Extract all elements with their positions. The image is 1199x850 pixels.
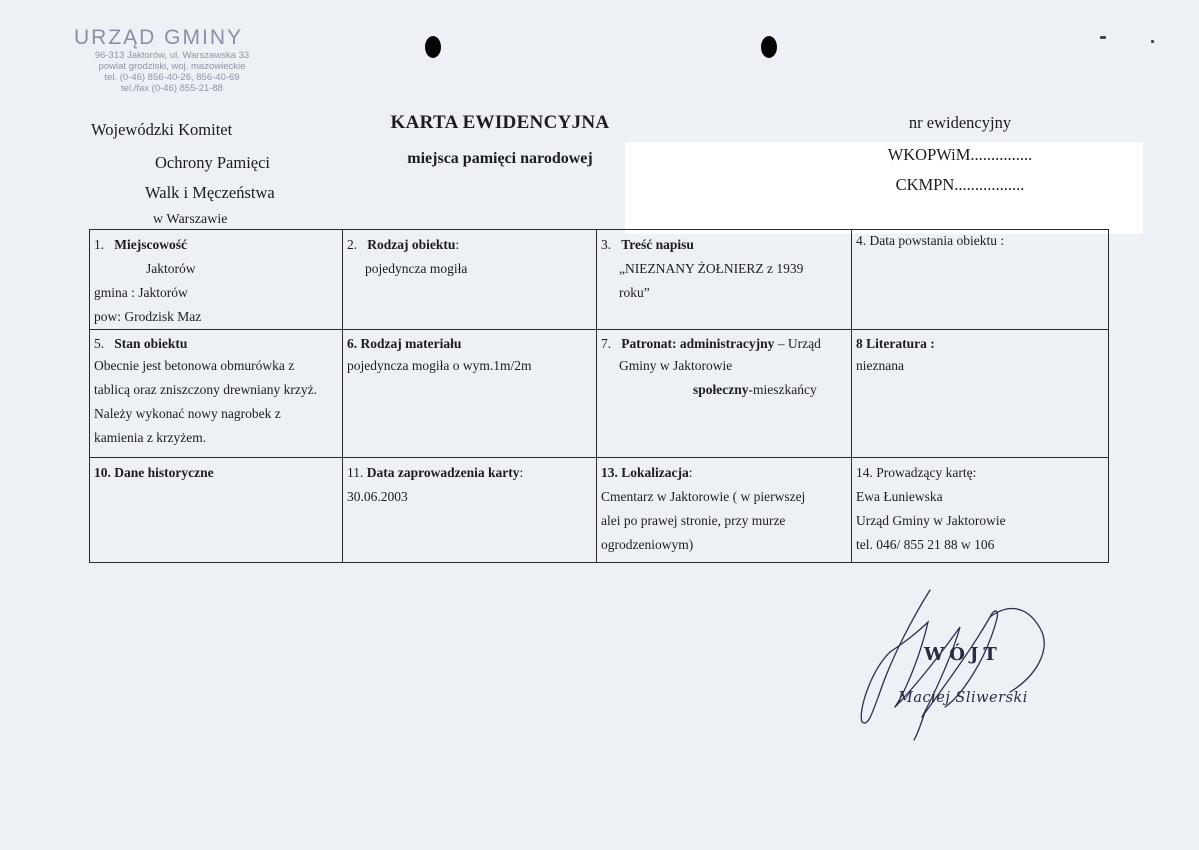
registry-wkopwim: WKOPWiM............... (887, 145, 1033, 164)
stamp-region: powiat grodziski, woj. mazowieckie (98, 61, 246, 72)
scan-speck (1151, 40, 1154, 43)
office-stamp (72, 26, 272, 94)
cell-label: 8 Literatura : (856, 336, 935, 351)
cell-creation-date (852, 226, 1108, 253)
cell-label: Rodzaj obiektu (367, 237, 456, 252)
stamp-fax: tel./fax (0-46) 855-21-88 (121, 83, 223, 94)
cell-card-keeper: 14. Prowadzący kartę: Ewa Łuniewska Urząd Gminy w Jaktorowie tel. 046/ 855 21 88 w 106 (852, 458, 1108, 557)
committee-line-3: Walk i Męczeństwa (145, 183, 275, 202)
cell-label: Miejscowość (114, 237, 187, 252)
cell-literature: 8 Literatura : nieznana (852, 331, 1108, 378)
cell-label: Data zaprowadzenia karty (366, 465, 520, 480)
cell-label: Patronat: administracyjny (621, 336, 775, 351)
cell-label: 4. Data powstania obiektu : (856, 233, 1005, 248)
punch-hole-right (761, 36, 777, 58)
cell-label: 10. Dane historyczne (94, 465, 214, 480)
cell-label: 14. Prowadzący kartę: (856, 465, 977, 480)
cell-label: 13. Lokalizacja (601, 465, 689, 480)
record-table (89, 229, 1109, 563)
cell-label: 6. Rodzaj materiału (347, 336, 462, 351)
committee-line-1: Wojewódzki Komitet (91, 120, 233, 139)
punch-hole-left (425, 36, 441, 58)
registry-ckmpn: CKMPN................. (895, 175, 1025, 194)
stamp-address: 96-313 Jaktorów, ul. Warszawska 33 (94, 50, 250, 61)
stamp-title: URZĄD GMINY (74, 26, 243, 49)
committee-line-2: Ochrony Pamięci (155, 153, 271, 172)
scan-speck (1100, 36, 1106, 39)
cell-label: Treść napisu (621, 237, 694, 252)
cell-inscription: 3. Treść napisu „NIEZNANY ŻOŁNIERZ z 1939 roku” (601, 237, 804, 300)
cell-patronage: 7. Patronat: administracyjny – Urząd Gminy w Jaktorowie społeczny-mieszkańcy (601, 336, 821, 397)
committee-line-4: w Warszawie (153, 212, 228, 227)
signatory-title: WÓJT (924, 644, 1002, 665)
cell-object-type: 2. Rodzaj obiektu: pojedyncza mogiła (347, 237, 468, 276)
cell-card-date: 11. Data zaprowadzenia karty: 30.06.2003 (347, 465, 524, 504)
stamp-phone: tel. (0-46) 856-40-26, 856-40-69 (104, 72, 240, 83)
document-subtitle: miejsca pamięci narodowej (407, 150, 593, 167)
registry-number-label: nr ewidencyjny (908, 113, 1012, 132)
cell-location: 13. Lokalizacja: Cmentarz w Jaktorowie ( w pierwszej alei po prawej stronie, przy murze ogrodzeniowym) (601, 465, 806, 552)
cell-material: 6. Rodzaj materiału pojedyncza mogiła o wym.1m/2m (343, 331, 596, 378)
cell-locality: 1. Miejscowość Jaktorów gmina : Jaktorów pow: Grodzisk Maz (94, 237, 202, 324)
document-title: KARTA EWIDENCYJNA (390, 112, 610, 133)
cell-label: Stan obiektu (114, 336, 188, 351)
signatory-name: Maciej Śliwerski (898, 690, 1028, 706)
cell-condition: 5. Stan obiektu Obecnie jest betonowa obmurówka z tablicą oraz zniszczony drewniany krzyż. Należy wykonać nowy nagrobek z kamienia z krzyżem. (94, 336, 318, 445)
cell-history (90, 458, 342, 485)
